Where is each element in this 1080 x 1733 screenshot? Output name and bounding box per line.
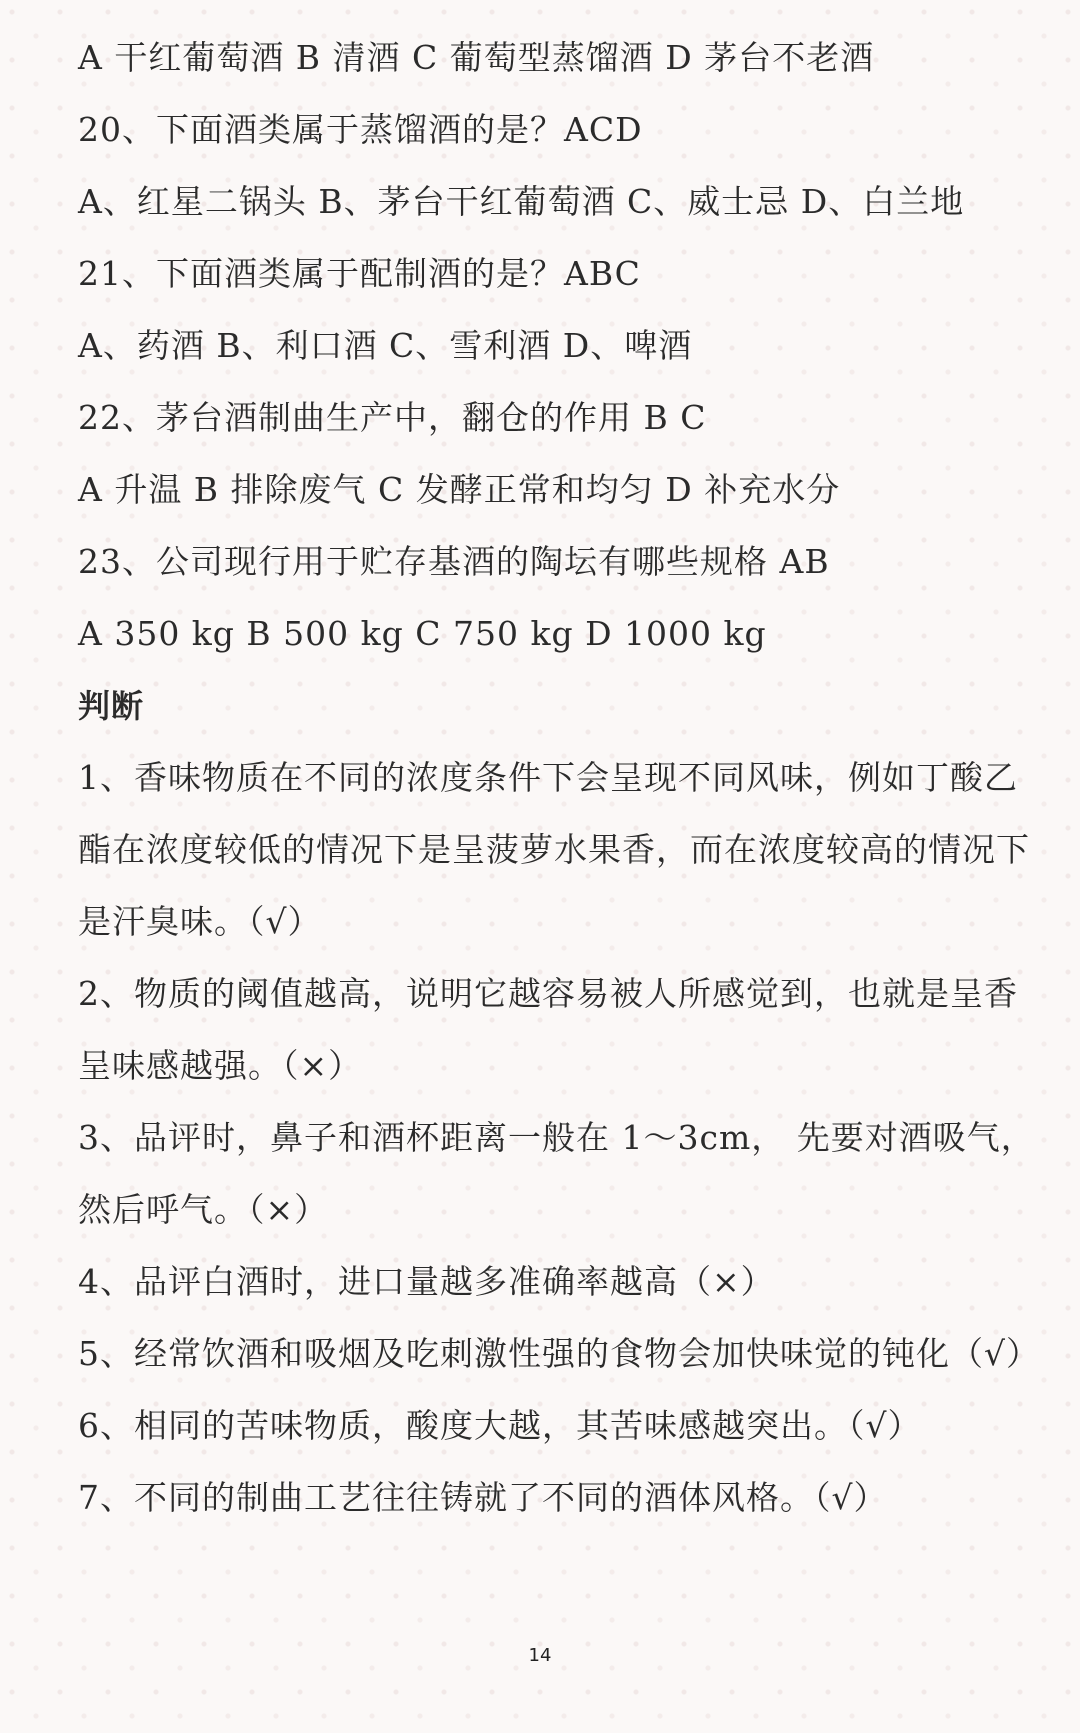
judgement-line: 1、香味物质在不同的浓度条件下会呈现不同风味，例如丁酸乙: [78, 758, 1018, 797]
page-number: 14: [528, 1645, 552, 1666]
judgement-line: 7、不同的制曲工艺往往铸就了不同的酒体风格。（√）: [78, 1478, 888, 1517]
judgement-line: 5、经常饮酒和吸烟及吃刺激性强的食物会加快味觉的钝化（√）: [78, 1334, 1041, 1373]
judgement-line: 酯在浓度较低的情况下是呈菠萝水果香，而在浓度较高的情况下: [78, 830, 1030, 869]
judgement-line: 3、品评时，鼻子和酒杯距离一般在 1～3cm， 先要对酒吸气，: [78, 1118, 1035, 1157]
question-line: 21、下面酒类属于配制酒的是？ABC: [78, 254, 641, 293]
judgement-line: 然后呼气。（×）: [78, 1190, 329, 1229]
judgement-line: 2、物质的阈值越高，说明它越容易被人所感觉到，也就是呈香: [78, 974, 1018, 1013]
section-title: 判断: [78, 687, 145, 725]
judgement-line: 4、品评白酒时，进口量越多准确率越高（×）: [78, 1262, 775, 1301]
question-line: 20、下面酒类属于蒸馏酒的是？ACD: [78, 110, 643, 149]
question-line: A 350 kg B 500 kg C 750 kg D 1000 kg: [78, 614, 767, 653]
judgement-line: 6、相同的苦味物质，酸度大越，其苦味感越突出。（√）: [78, 1406, 922, 1445]
question-line: 23、公司现行用于贮存基酒的陶坛有哪些规格 AB: [78, 542, 830, 581]
question-line: A、红星二锅头 B、茅台干红葡萄酒 C、威士忌 D、白兰地: [78, 182, 965, 221]
judgement-line: 是汗臭味。（√）: [78, 902, 322, 941]
question-line: A 升温 B 排除废气 C 发酵正常和均匀 D 补充水分: [78, 470, 841, 509]
question-line: A 干红葡萄酒 B 清酒 C 葡萄型蒸馏酒 D 茅台不老酒: [78, 38, 875, 77]
question-line: 22、茅台酒制曲生产中，翻仓的作用 B C: [78, 398, 707, 437]
document-page: [78, 22, 1041, 1534]
judgement-line: 呈味感越强。（×）: [78, 1046, 363, 1085]
question-line: A、药酒 B、利口酒 C、雪利酒 D、啤酒: [78, 326, 693, 365]
